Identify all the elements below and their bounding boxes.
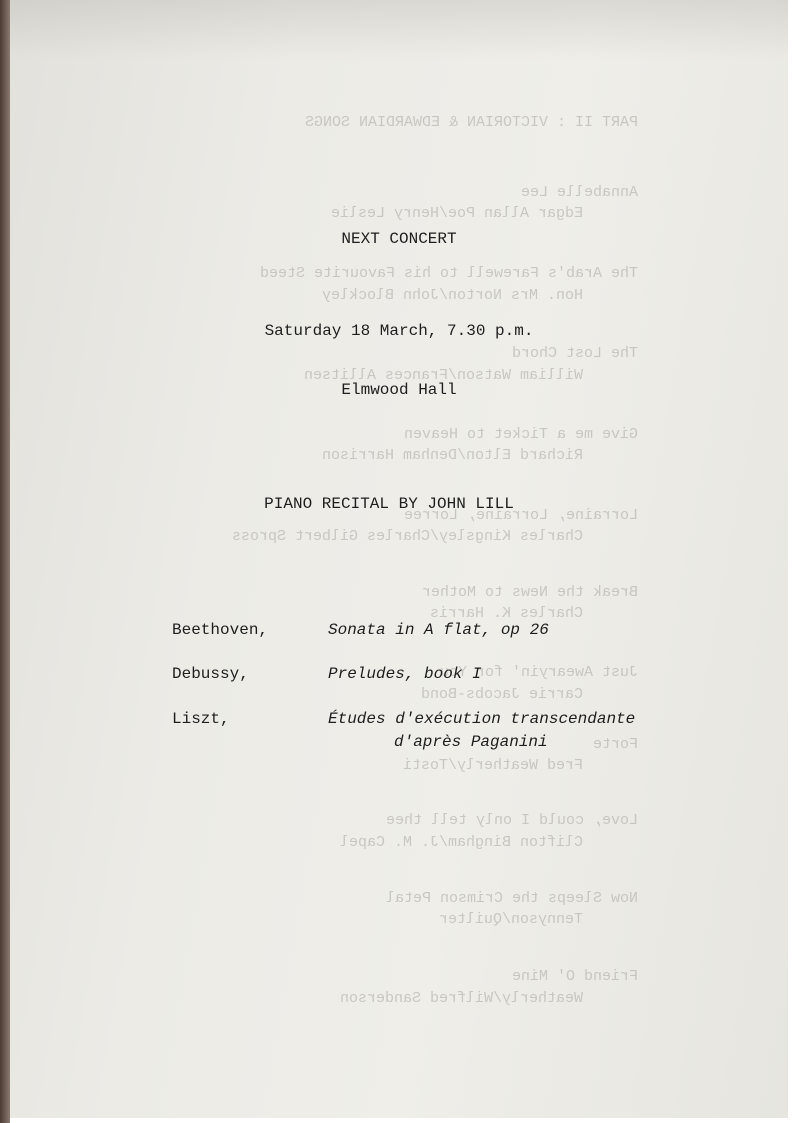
show-through-line: Friend O' Mine (511, 968, 638, 985)
page-edge (0, 0, 10, 1123)
show-through-line: William Watson/Frances Allitsen (303, 367, 583, 384)
show-through-line: Annabelle Lee (520, 184, 638, 201)
show-through-line: Weatherly/Wilfred Sanderson (339, 990, 583, 1007)
recital-title: PIANO RECITAL BY JOHN LILL (264, 495, 514, 513)
show-through-line: Charles Kingsley/Charles Gilbert Spross (231, 528, 583, 545)
show-through-line: Richard Elton/Denham Harrison (321, 447, 583, 464)
programme-composer: Liszt, (172, 710, 230, 728)
show-through-text (10, 0, 788, 1118)
show-through-line: The Arab's Farewell to his Favourite Steed (259, 265, 638, 282)
show-through-line: Edgar Allan Poe/Henry Leslie (330, 205, 583, 222)
show-through-line: PART II : VICTORIAN & EDWARDIAN SONGS (304, 114, 638, 131)
concert-date-time: Saturday 18 March, 7.30 p.m. (264, 322, 534, 340)
programme-work-continuation: d'après Paganini (394, 733, 548, 751)
programme-sheet (10, 0, 788, 1118)
show-through-line: The Lost Chord (511, 345, 638, 362)
show-through-line: Just Awearyin' for You (439, 664, 638, 681)
show-through-line: Clifton Bingham/J. M. Capel (339, 834, 583, 851)
show-through-line: Carrie Jacobs-Bond (420, 686, 583, 703)
show-through-line: Love, could I only tell thee (385, 812, 638, 829)
show-through-line: Fred Weatherly/Tosti (402, 757, 583, 774)
show-through-line: Tennyson/Quilter (438, 911, 583, 928)
show-through-line: Charles K. Harris (429, 605, 583, 622)
programme-work: Preludes, book I (328, 665, 482, 683)
programme-composer: Beethoven, (172, 621, 269, 639)
concert-venue: Elmwood Hall (341, 381, 457, 399)
show-through-line: Lorraine, Lorraine, Lorree (403, 507, 638, 524)
show-through-line: Give me a Ticket to Heaven (403, 426, 638, 443)
show-through-line: Hon. Mrs Norton/John Blockley (321, 287, 583, 304)
programme-work: Études d'exécution transcendante (328, 710, 636, 728)
next-concert-heading: NEXT CONCERT (341, 230, 457, 248)
programme-work: Sonata in A flat, op 26 (328, 621, 549, 639)
show-through-line: Break the News to Mother (421, 584, 638, 601)
programme-composer: Debussy, (172, 665, 249, 683)
show-through-line: Now Sleeps the Crimson Petal (385, 890, 638, 907)
show-through-line: Forte (592, 736, 638, 753)
